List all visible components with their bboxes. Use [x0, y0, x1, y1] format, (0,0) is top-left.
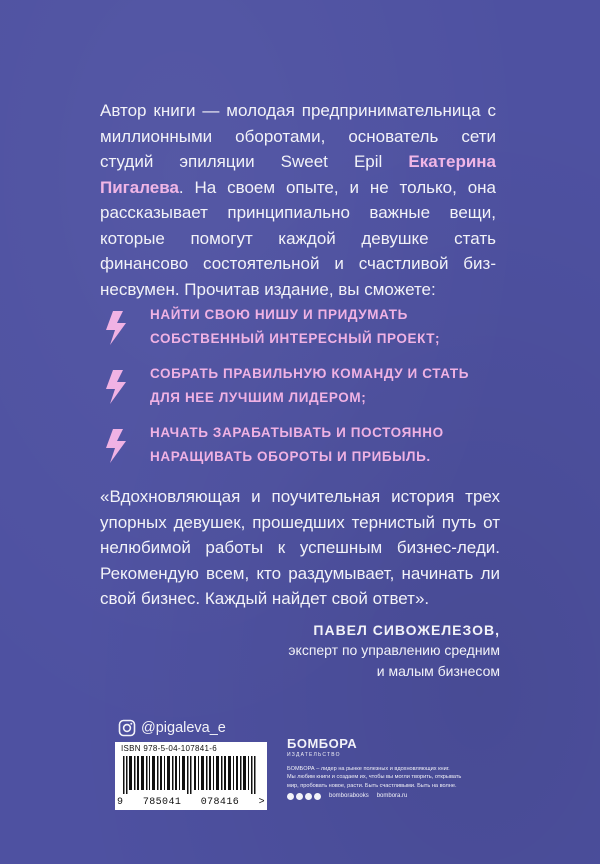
quote-text: «Вдохновляющая и поучительная история трех упорных девушек, прошедших тернистый путь от нелюбимой работы к успешным бизнес-леди. Рекомендую всем, кто раздумывает, начинать ли свой бизнес. Каждый найдет свой ответ». — [100, 487, 500, 608]
intro-text-after: . На своем опыте, и не только, она рассказывает принципиально важные вещи, которые помогут каждой девушке стать финансово состоятельной и счастливой бизнесвумен. Прочитав издание, вы сможете: — [100, 177, 496, 299]
social-network-icon — [305, 793, 312, 800]
publisher-logo-subtitle: ИЗДАТЕЛЬСТВО — [287, 752, 341, 758]
lightning-icon — [104, 370, 128, 404]
reviewer-role-line2: и малым бизнесом — [376, 663, 500, 679]
publisher-website: bombora.ru — [376, 793, 408, 800]
social-network-icon — [287, 793, 294, 800]
benefit-text: НАЙТИ СВОЮ НИШУ И ПРИДУМАТЬ СОБСТВЕННЫЙ ИНТЕРЕСНЫЙ ПРОЕКТ; — [150, 307, 441, 346]
publisher-desc-line: Мы любим книги и создаем их, чтобы вы могли творить, открывать — [287, 774, 462, 781]
publisher-logo: БОМБОРА — [287, 736, 358, 751]
author-name: Екатерина Пигалева — [100, 152, 496, 197]
reviewer-name: ПАВЕЛ СИВОЖЕЛЕЗОВ, — [313, 622, 500, 638]
instagram-handle: @pigaleva_e — [141, 720, 226, 736]
benefit-item — [100, 303, 500, 351]
publisher-links — [287, 793, 501, 800]
lightning-icon — [104, 311, 128, 345]
barcode-digit-group: 785041 — [142, 797, 182, 808]
barcode-digit-group: 078416 — [200, 797, 240, 808]
barcode-digits — [117, 797, 265, 808]
isbn-barcode — [115, 742, 267, 810]
social-network-icon — [314, 793, 321, 800]
publisher-social-handle: bomborabooks — [329, 793, 369, 800]
lightning-icon — [104, 429, 128, 463]
publisher-description — [287, 765, 501, 790]
intro-text-before: Автор книги — молодая предпринимательница с миллионными оборотами, основатель сети студий эпиляции Sweet Epil — [100, 101, 496, 171]
social-network-icon — [296, 793, 303, 800]
publisher-desc-line: БОМБОРА – лидер на рынке полезных и вдохновляющих книг. — [287, 766, 450, 772]
barcode-bars — [123, 756, 259, 794]
benefit-item — [100, 362, 500, 410]
instagram-handle-row — [118, 717, 226, 739]
social-icons — [287, 793, 321, 800]
benefit-text: НАЧАТЬ ЗАРАБАТЫВАТЬ И ПОСТОЯННО НАРАЩИВАТЬ ОБОРОТЫ И ПРИБЫЛЬ. — [150, 425, 444, 464]
quote-signature — [200, 620, 500, 682]
publisher-block — [287, 737, 501, 800]
publisher-desc-line: мир, пробовать новое, расти. Быть счастливыми. Быть на волне. — [287, 782, 457, 789]
barcode-digit-group: > — [258, 797, 265, 808]
review-quote — [100, 484, 500, 612]
instagram-icon — [118, 719, 136, 737]
isbn-number: ISBN 978-5-04-107841-6 — [121, 744, 217, 753]
benefit-text: СОБРАТЬ ПРАВИЛЬНУЮ КОМАНДУ И СТАТЬ ДЛЯ НЕЕ ЛУЧШИМ ЛИДЕРОМ; — [150, 366, 470, 405]
benefits-list — [100, 303, 500, 480]
reviewer-role-line1: эксперт по управлению средним — [288, 642, 500, 658]
barcode-digit-group: 9 — [117, 797, 124, 808]
intro-paragraph — [100, 98, 496, 302]
benefit-item — [100, 421, 500, 469]
